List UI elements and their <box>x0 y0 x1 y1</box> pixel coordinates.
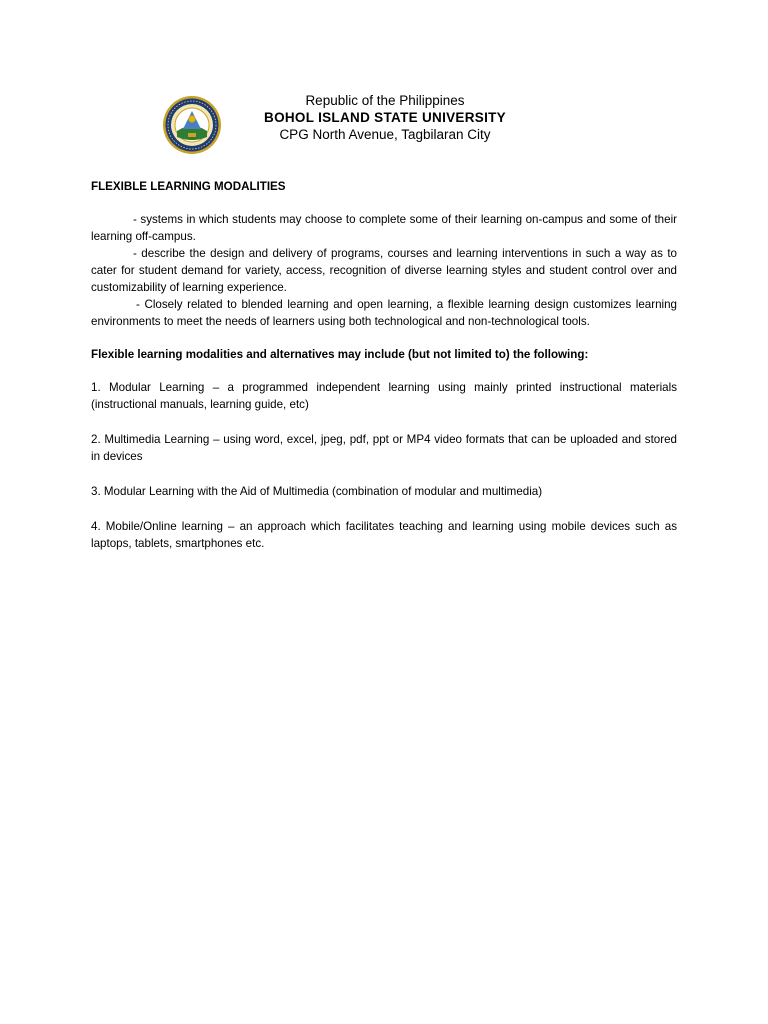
definition-paragraph: - systems in which students may choose to complete some of their learning on-campus and some of their learning off-campus. <box>91 213 677 243</box>
modality-item: 2. Multimedia Learning – using word, excel, jpeg, pdf, ppt or MP4 video formats that can be uploaded and stored in devices <box>91 433 677 463</box>
document-heading: FLEXIBLE LEARNING MODALITIES <box>91 180 286 193</box>
university-seal-icon <box>162 95 222 155</box>
modality-item: 4. Mobile/Online learning – an approach which facilitates teaching and learning using mobile devices such as laptops, tablets, smartphones etc. <box>91 520 677 550</box>
document-body <box>91 178 677 570</box>
paragraph-spacer <box>91 330 677 346</box>
university-address: CPG North Avenue, Tagbilaran City <box>279 127 491 142</box>
modality-item: 1. Modular Learning – a programmed independent learning using mainly printed instructional materials (instructional manuals, learning guide, etc) <box>91 381 677 411</box>
country-line: Republic of the Philippines <box>305 93 465 108</box>
modalities-subheading: Flexible learning modalities and alternatives may include (but not limited to) the following: <box>91 348 589 361</box>
university-name: BOHOL ISLAND STATE UNIVERSITY <box>264 110 506 125</box>
definition-paragraph: - describe the design and delivery of programs, courses and learning interventions in such a way as to cater for student demand for variety, access, recognition of diverse learning styles and student control over and customizability of learning experience. <box>91 247 677 294</box>
definition-paragraph: - Closely related to blended learning and open learning, a flexible learning design customizes learning environments to meet the needs of learners using both technological and non-technological tools. <box>91 298 677 328</box>
modality-item: 3. Modular Learning with the Aid of Multimedia (combination of modular and multimedia) <box>91 485 543 498</box>
letterhead <box>230 92 540 143</box>
